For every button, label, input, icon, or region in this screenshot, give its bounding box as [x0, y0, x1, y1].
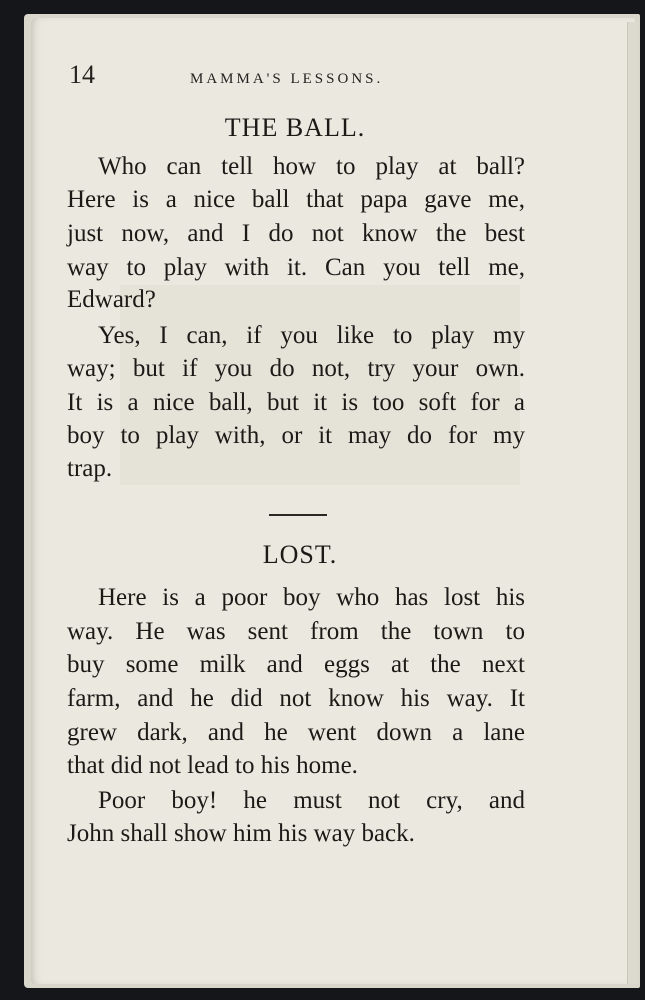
page-number: 14: [69, 60, 95, 89]
text-line: farm, and he did not know his way. It: [67, 685, 525, 712]
text-line: trap.: [67, 455, 113, 482]
text-line: way; but if you do not, try your own.: [67, 355, 525, 382]
text-line: just now, and I do not know the best: [67, 220, 525, 247]
text-line: Here is a poor boy who has lost his: [98, 584, 525, 611]
section-divider: [269, 514, 327, 516]
text-line: buy some milk and eggs at the next: [67, 651, 525, 678]
text-line: Edward?: [67, 286, 156, 313]
text-line: Who can tell how to play at ball?: [98, 153, 525, 180]
text-line: way. He was sent from the town to: [67, 618, 525, 645]
text-line: grew dark, and he went down a lane: [67, 719, 525, 746]
text-line: boy to play with, or it may do for my: [67, 422, 525, 449]
text-line: It is a nice ball, but it is too soft for a: [67, 389, 525, 416]
text-line: John shall show him his way back.: [67, 820, 415, 847]
text-line: way to play with it. Can you tell me,: [67, 254, 525, 281]
text-line: Here is a nice ball that papa gave me,: [67, 186, 525, 213]
page-edge: [627, 22, 638, 984]
text-line: that did not lead to his home.: [67, 752, 358, 779]
running-title: MAMMA'S LESSONS.: [190, 71, 384, 87]
section-title-lost: LOST.: [262, 540, 338, 569]
text-line: Poor boy! he must not cry, and: [98, 787, 525, 814]
text-line: Yes, I can, if you like to play my: [98, 322, 525, 349]
section-title-ball: THE BALL.: [224, 113, 366, 142]
